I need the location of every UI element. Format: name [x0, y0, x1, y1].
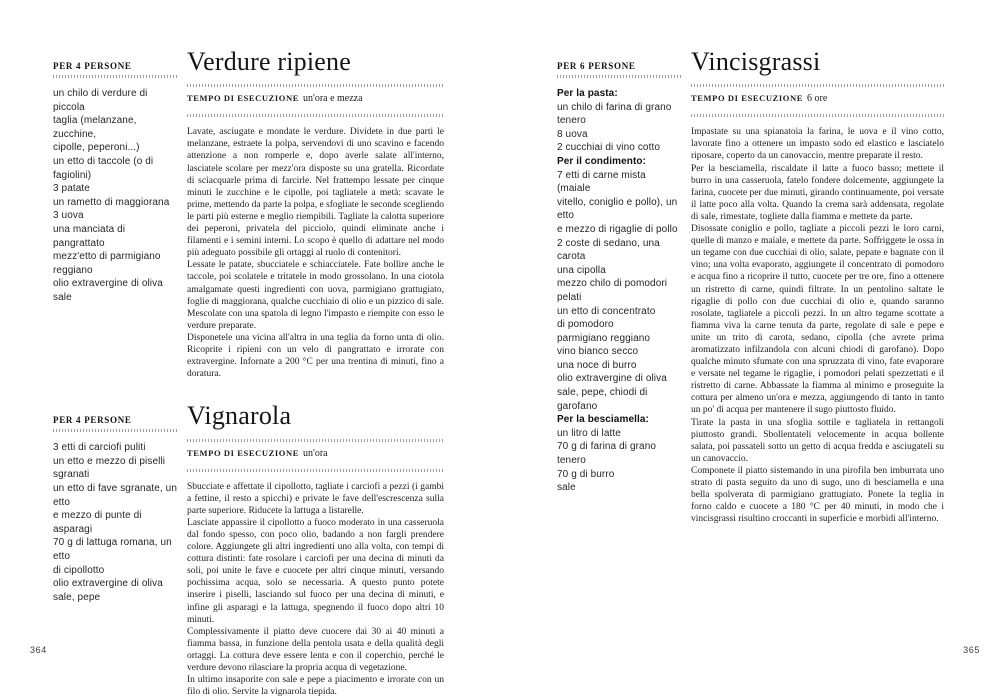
ingredient-line: olio extravergine di oliva	[557, 373, 667, 385]
ingredient-line: un etto e mezzo di piselli sgranati	[53, 455, 166, 481]
recipe-title: Vincisgrassi	[691, 47, 821, 76]
ingredient-line: 7 etti di carne mista (maiale	[557, 169, 646, 195]
ingredients-column	[557, 48, 682, 495]
recipe-body	[187, 481, 444, 698]
paragraph: Tirate la pasta in una sfoglia sottile e tagliatela in rettangoli piuttosto grandi. Sbollentateli velocemente in acqua bollente salata, poi passateli sotto un getto di acqua fredda e asciugateli su un canovaccio.	[691, 417, 944, 464]
paragraph: Componete il piatto sistemando in una pirofila ben imburrata uno strato di pasta seguito da uno di sugo, uno di besciamella e una bella spolverata di parmigiano grattugiato. Ponete la teglia in forno caldo e cuocete a 180 °C per 40 minuti, in modo che i vincisgrassi risultino croccanti in superficie e morbidi all'interno.	[691, 465, 944, 525]
ingredient-line: sale	[557, 482, 576, 494]
paragraph: In ultimo insaporite con sale e pepe a piacimento e irrorate con un filo di olio. Servite la vignarola tiepida.	[187, 675, 444, 698]
ingredient-line: sale, pepe	[53, 591, 101, 603]
tempo-line	[187, 87, 444, 110]
tempo-value: 6 ore	[807, 93, 828, 105]
ingredient-line: un chilo di verdure di piccola	[53, 88, 148, 113]
page-left	[53, 48, 444, 698]
recipe-vignarola	[53, 402, 444, 698]
ingredient-line: 2 cucchiai di vino cotto	[557, 142, 661, 154]
dotted-rule	[691, 114, 944, 117]
ingredient-line: vino bianco secco	[557, 346, 639, 358]
ingredient-line: sale, pepe, chiodi di garofano	[557, 387, 648, 412]
recipe-main-column	[187, 402, 444, 698]
recipe-verdure-ripiene	[53, 48, 444, 380]
ingredient-line: 8 uova	[557, 128, 588, 140]
ingredient-section-header: Per la pasta:	[557, 88, 618, 99]
paragraph: Disossate coniglio e pollo, tagliate a piccoli pezzi le loro carni, quelle di manzo e maiale, e mettete da parte. Soffriggete le ossa in un tegame con due cucchiai di olio, salate, pepate e bagnate con il vino; una volta evaporato, aggiungete il concentrato di pomodoro e acqua fino a ricoprire il tutto, cuocete per tre ore, fino a ottenere un ristretto di carne, quindi filtrate. In un pentolino saltate le rigaglie di pollo con due cucchiai di olio e, quando saranno rosolate, tagliatele a piccoli pezzi. In un altro tegame scottate a fiamma viva la carne tenuta da parte, regolate di sale e pepe e unite un trito di carota, sedano, cipolla (che avrete prima aromatizzato infilzandola con alcuni chiodi di garofano). Dopo qualche minuto sfumate con una spruzzata di vino, fate evaporare e versate nel tegame le rigaglie, i pomodori pelati spezzettati e il ristretto di carne. Abbassate la fiamma al minimo e proseguite la cottura per almeno un'ora e mezza, aggiungendo di tanto in tanto un po' di acqua per mantenere il sugo piuttosto fluido.	[691, 224, 944, 416]
tempo-value: un'ora	[303, 447, 328, 459]
tempo-block	[187, 439, 444, 472]
ingredient-line: un chilo di farina di grano tenero	[557, 101, 672, 127]
paragraph: Sbucciate e affettate il cipollotto, tagliate i carciofi a pezzi (i gambi a fettine, il resto a spicchi) e private le fave dell'escrescenza sulla parte superiore. Riducete la lattuga a listarelle.	[187, 481, 444, 516]
serving-label: PER 6 PERSONE	[557, 61, 636, 71]
serving-label: PER 4 PERSONE	[53, 415, 132, 426]
ingredients-list	[53, 441, 178, 604]
ingredient-line: 70 g di farina di grano tenero	[557, 441, 657, 467]
tempo-line	[187, 442, 444, 465]
dotted-rule	[187, 469, 444, 472]
ingredient-line: 3 patate	[53, 183, 90, 195]
page-number-right: 365	[963, 645, 980, 655]
ingredient-line: e mezzo di rigaglie di pollo	[557, 223, 678, 235]
ingredient-line: una manciata di pangrattato	[53, 223, 126, 249]
dotted-rule	[187, 114, 444, 117]
ingredient-line: taglia (melanzane, zucchine,	[53, 115, 137, 140]
ingredients-list	[53, 87, 178, 305]
page-number-left: 364	[30, 645, 47, 655]
recipe-body	[691, 126, 944, 525]
ingredient-line: un etto di taccole (o di fagiolini)	[53, 155, 154, 181]
ingredient-line: mezz'etto di parmigiano reggiano	[53, 251, 161, 276]
ingredient-line: mezzo chilo di pomodori pelati	[557, 278, 668, 303]
tempo-block	[691, 84, 944, 117]
ingredient-line: 3 etti di carciofi puliti	[53, 442, 146, 454]
ingredient-line: un etto di concentrato	[557, 305, 656, 317]
ingredient-line: vitello, coniglio e pollo), un etto	[557, 196, 678, 222]
paragraph: Complessivamente il piatto deve cuocere dai 30 ai 40 minuti a fiamma bassa, in funzione della pentola usata e della qualità degli ortaggi. La cottura deve essere lenta e con il coperchio, perché le verdure devono rilasciare la propria acqua di vegetazione.	[187, 626, 444, 673]
ingredients-column	[53, 402, 178, 604]
ingredient-line: di cipollotto	[53, 564, 105, 576]
ingredient-line: di pomodoro	[557, 319, 614, 331]
ingredients-list	[557, 87, 682, 495]
recipe-vincisgrassi	[557, 48, 944, 525]
tempo-label: TEMPO DI ESECUZIONE	[187, 93, 300, 104]
tempo-value: un'ora e mezza	[303, 93, 363, 105]
ingredient-line: olio extravergine di oliva	[53, 578, 163, 590]
page-right	[557, 48, 944, 525]
ingredient-line: una noce di burro	[557, 359, 637, 371]
ingredient-line: un rametto di maggiorana	[53, 196, 170, 208]
recipe-main-column	[691, 48, 944, 525]
ingredient-line: sale	[53, 291, 72, 303]
dotted-rule	[557, 75, 682, 78]
ingredient-line: una cipolla	[557, 264, 606, 276]
paragraph: Per la besciamella, riscaldate il latte a fuoco basso; mettete il burro in una casseruola, fatelo fondere dolcemente, aggiungete la farina, cuocete per due minuti, girando continuamente, poi versate il latte poco alla volta. Quando la crema sarà addensata, regolate di sale, rimestate, togliete dalla fiamma e mettete da parte.	[691, 163, 944, 222]
recipe-title: Verdure ripiene	[187, 47, 351, 76]
paragraph: Impastate su una spianatoia la farina, le uova e il vino cotto, lavorate fino a ottenere un impasto sodo ed elastico e lasciatelo riposare, coperto da un canovaccio, mentre preparate il resto.	[691, 127, 944, 162]
paragraph: Lavate, asciugate e mondate le verdure. Dividete in due parti le melanzane, estraete la polpa, servendovi di uno scavino e facendo attenzione a non romperle e, dopo averle salate all'interno, lasciatele scolare per mezz'ora disposte su una gratella. Ricordate di sciacquarle prima di farcirle. Nel frattempo lessate per cinque minuti le zucchine e le cipolle, poi tagliatele a metà: scavate le prime, mettendo da parte la polpa, e sfogliate le seconde scegliendo le parti più esterne e meglio riempibili. Tagliate la calotta superiore dei peperoni, privatela del picciolo, quindi eliminate anche i filamenti e i semini interni. Lo scopo è quello di adattare nel modo più adeguato possibile gli ortaggi al ruolo di contenitori.	[187, 127, 444, 259]
tempo-block	[187, 84, 444, 117]
ingredients-column	[53, 48, 178, 305]
ingredient-line: olio extravergine di oliva	[53, 278, 163, 290]
tempo-label: TEMPO DI ESECUZIONE	[691, 93, 804, 104]
ingredient-section-header: Per il condimento:	[557, 155, 647, 167]
ingredient-line: e mezzo di punte di asparagi	[53, 510, 142, 535]
ingredient-line: un litro di latte	[557, 427, 621, 439]
ingredient-line: 70 g di burro	[557, 468, 615, 480]
ingredient-line: 3 uova	[53, 210, 84, 222]
ingredient-line: 2 coste di sedano, una carota	[557, 237, 660, 263]
serving-label: PER 4 PERSONE	[53, 61, 132, 71]
tempo-line	[691, 87, 944, 110]
tempo-label: TEMPO DI ESECUZIONE	[187, 447, 300, 458]
ingredient-line: 70 g di lattuga romana, un etto	[53, 537, 172, 563]
ingredient-line: cipolle, peperoni...)	[53, 142, 140, 154]
ingredient-line: un etto di fave sgranate, un etto	[53, 483, 177, 508]
ingredient-section-header: Per la besciamella:	[557, 414, 649, 426]
recipe-body	[187, 126, 444, 380]
paragraph: Disponetele una vicina all'altra in una teglia da forno unta di olio. Ricoprite i ripieni con un velo di pangrattato e irrorate con extravergine. Infornate a 200 °C per una trentina di minuti, fino a doratura.	[187, 332, 444, 380]
dotted-rule	[53, 75, 178, 78]
dotted-rule	[53, 429, 178, 432]
recipe-main-column	[187, 48, 444, 380]
paragraph: Lessate le patate, sbucciatele e schiacciatele. Fate bollire anche le taccole, poi scolatele e tritatele in modo grossolano. In una ciotola amalgamate questi ingredienti con uova, parmigiano grattugiato, foglie di maggiorana, qualche cucchiaio di olio e un pizzico di sale. Mescolate con una spatola di legno l'impasto e riempite con esso le verdure preparate.	[187, 260, 444, 331]
ingredient-line: parmigiano reggiano	[557, 332, 651, 344]
recipe-title: Vignarola	[187, 401, 292, 431]
paragraph: Lasciate appassire il cipollotto a fuoco moderato in una casseruola dal fondo spesso, con poco olio, badando a non fargli prendere colore. Aggiungete gli altri ingredienti uno alla volta, con tempi di cottura distinti: fate rosolare i carciofi per una decina di minuti da soli, poi unite le fave e cuocete per altri cinque minuti, versando pochissima acqua, solo se necessaria. A questo punto potete inserire i piselli, lasciando sul fuoco per una decina di minuti, e infine gli asparagi e la lattuga, spegnendo il fuoco dopo altri 10 minuti.	[187, 517, 444, 625]
